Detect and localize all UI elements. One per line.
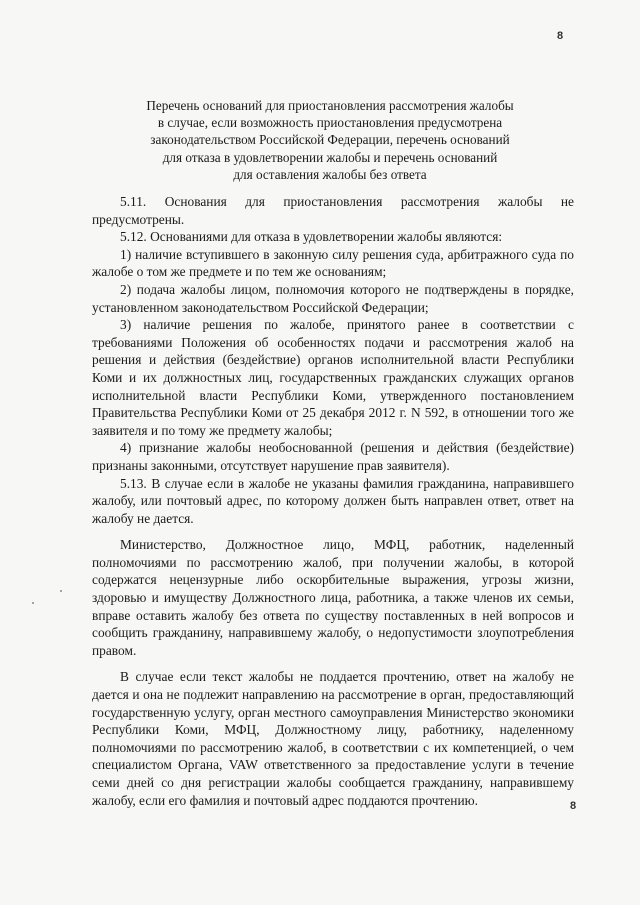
list-item-2: 2) подача жалобы лицом, полномочия которого не подтверждены в порядке, установленном законодательством Российской Федерации; [92, 281, 574, 315]
section-heading [90, 97, 570, 183]
paragraph-5-11: 5.11. Основания для приостановления рассмотрения жалобы не предусмотрены. [92, 194, 574, 227]
paragraph-unreadable: В случае если текст жалобы не поддается прочтению, ответ на жалобу не дается и она не подлежит направлению на рассмотрение в орган, предоставляющий государственную услугу, орган местного самоуправления Министерство экономики Республики Коми, МФЦ, Должностному лицу, работнику, наделенному полномочиями по рассмотрению жалоб, в соответствии с их компетенцией, о чем специалистом Органа, VAW ответственного за предоставление услуги в течение семи дней со дня регистрации жалобы сообщается гражданину, направившему жалобу, если его фамилия и почтовый адрес поддаются прочтению. [92, 669, 574, 808]
heading-line: законодательством Российской Федерации, перечень оснований [150, 132, 510, 148]
list-item-3: 3) наличие решения по жалобе, принятого ранее в соответствии с требованиями Положения об особенностях подачи и рассмотрения жалоб на решения и действия (бездействие) органов исполнительной власти Республики Коми и их должностных лиц, государственных гражданских служащих органов исполнительной власти Республики Коми, утвержденного постановлением Правительства Республики Коми от 25 декабря 2012 г. N 592, в отношении того же заявителя и по тому же предмету жалобы; [92, 317, 574, 438]
list-item-4: 4) признание жалобы необоснованной (решения и действия (бездействие) признаны законными, отсутствует нарушение прав заявителя). [92, 440, 574, 473]
list-item-1: 1) наличие вступившего в законную силу решения суда, арбитражного суда по жалобе о том же предмете и по тем же основаниям; [92, 246, 574, 280]
heading-line: Перечень оснований для приостановления рассмотрения жалобы [146, 98, 514, 113]
paragraph-ministry: Министерство, Должностное лицо, МФЦ, работник, наделенный полномочиями по рассмотрению жалоб, при получении жалобы, в которой содержатся нецензурные либо оскорбительные выражения, угрозы жизни, здоровью и имуществу Должностного лица, работника, а также членов их семьи, вправе оставить жалобу без ответа по существу поставленных в ней вопросов и сообщить гражданину, направившему жалобу, о недопустимости злоупотребления правом. [92, 537, 574, 658]
page-number-bottom: 8 [570, 800, 577, 812]
heading-line: для оставления жалобы без ответа [233, 166, 427, 182]
heading-line: в случае, если возможность приостановления предусмотрена [157, 115, 503, 131]
page-number-top: 8 [557, 30, 564, 42]
document-body [92, 193, 574, 809]
scan-speck [32, 602, 34, 604]
scan-speck [60, 590, 62, 592]
paragraph-5-12: 5.12. Основаниями для отказа в удовлетворении жалобы являются: [120, 229, 503, 245]
paragraph-5-13: 5.13. В случае если в жалобе не указаны фамилия гражданина, направившего жалобу, или почтовый адрес, по которому должен быть направлен ответ, ответ на жалобу не дается. [92, 475, 574, 526]
heading-line: для отказа в удовлетворении жалобы и перечень оснований [162, 149, 498, 165]
